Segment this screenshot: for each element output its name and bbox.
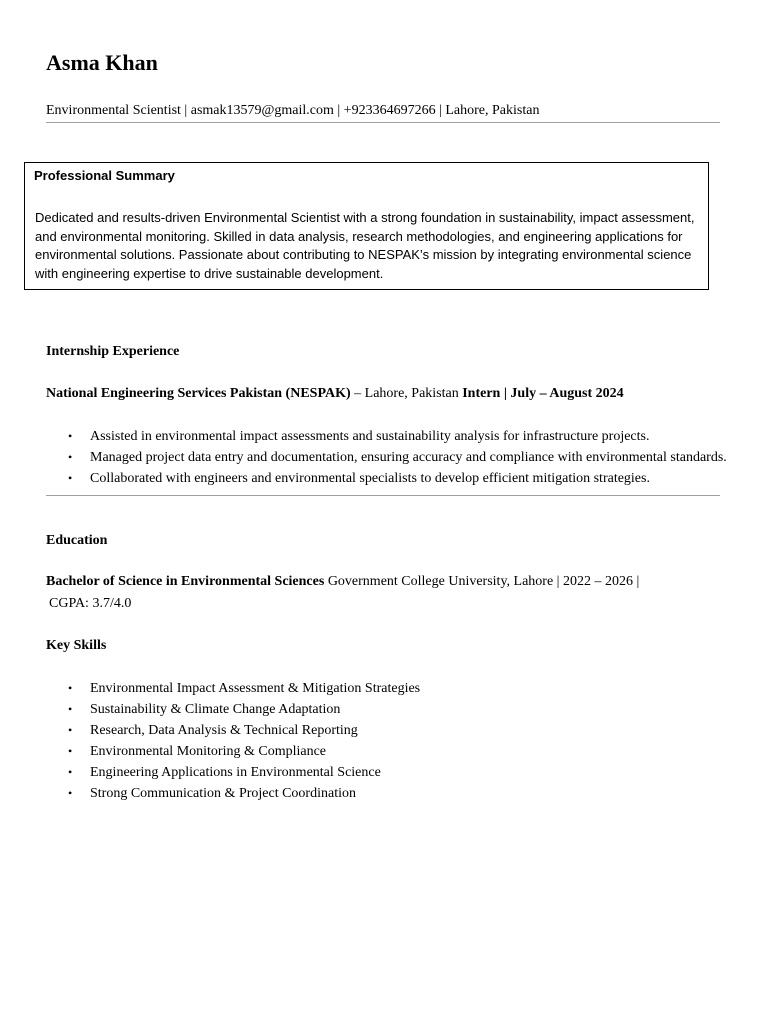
bullet-icon: • [68, 744, 73, 758]
bullet-icon: • [68, 723, 73, 737]
internship-bullets [46, 426, 727, 489]
list-item: • Managed project data entry and documentation, ensuring accuracy and compliance with environmental standards. [46, 447, 727, 468]
bullet-icon: • [68, 786, 73, 800]
internship-location: – Lahore, Pakistan [350, 386, 463, 401]
list-item: • Engineering Applications in Environmental Science [46, 762, 420, 783]
list-item: • Assisted in environmental impact assessments and sustainability analysis for infrastructure projects. [46, 426, 727, 447]
list-item: • Collaborated with engineers and environmental specialists to develop efficient mitigation strategies. [46, 468, 727, 489]
education-degree: Bachelor of Science in Environmental Sciences [46, 574, 325, 589]
bullet-icon: • [68, 450, 73, 464]
internship-role: Intern | July – August 2024 [462, 386, 624, 401]
education-heading [46, 574, 639, 590]
list-item: • Research, Data Analysis & Technical Reporting [46, 720, 420, 741]
list-item: • Environmental Impact Assessment & Mitigation Strategies [46, 678, 420, 699]
education-cgpa: CGPA: 3.7/4.0 [49, 596, 132, 611]
bullet-icon: • [68, 765, 73, 779]
internship-title: Internship Experience [46, 344, 180, 359]
skills-list [46, 678, 420, 804]
bullet-icon: • [68, 702, 73, 716]
education-details: Government College University, Lahore | 2022 – 2026 | [324, 574, 640, 589]
contact-line: Environmental Scientist | asmak13579@gmail.com | +923364697266 | Lahore, Pakistan [46, 103, 540, 118]
internship-divider [46, 495, 720, 496]
list-item: • Strong Communication & Project Coordination [46, 783, 420, 804]
internship-org: National Engineering Services Pakistan (NESPAK) [46, 386, 351, 401]
candidate-name: Asma Khan [46, 50, 158, 75]
bullet-icon: • [68, 471, 73, 485]
bullet-icon: • [68, 429, 73, 443]
skills-title: Key Skills [46, 638, 107, 653]
internship-heading [46, 386, 624, 402]
header-divider [46, 122, 720, 123]
education-title: Education [46, 533, 108, 548]
summary-title: Professional Summary [34, 168, 175, 183]
list-item: • Environmental Monitoring & Compliance [46, 741, 420, 762]
summary-box [24, 162, 709, 290]
bullet-icon: • [68, 681, 73, 695]
summary-text: Dedicated and results-driven Environmental Scientist with a strong foundation in sustainability, impact assessment, and environmental monitoring. Skilled in data analysis, research methodologies, and engineering applications for environmental solutions. Passionate about contributing to NESPAK’s mission by integrating environmental science with engineering expertise to drive sustainable development. [35, 210, 695, 281]
list-item: • Sustainability & Climate Change Adaptation [46, 699, 420, 720]
